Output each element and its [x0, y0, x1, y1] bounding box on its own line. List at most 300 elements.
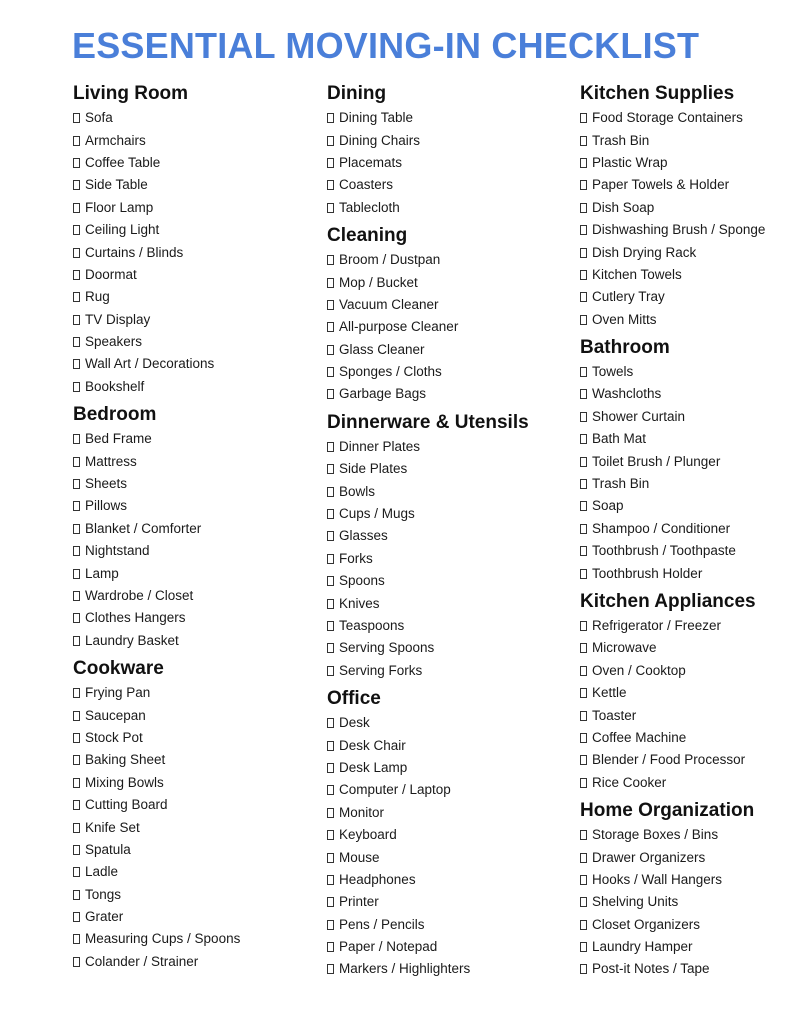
- checklist-item-label: Floor Lamp: [85, 199, 154, 215]
- checkbox-icon[interactable]: [327, 554, 334, 564]
- checklist-item-label: Shower Curtain: [592, 408, 686, 424]
- checkbox-icon[interactable]: [73, 845, 80, 855]
- checklist-item: [580, 264, 790, 286]
- checkbox-icon[interactable]: [73, 591, 80, 601]
- checkbox-icon[interactable]: [580, 136, 587, 146]
- checklist-item: [327, 271, 557, 293]
- checklist-item: [580, 914, 790, 936]
- checklist-item-label: Mattress: [85, 453, 137, 469]
- checklist-item: [73, 309, 303, 331]
- checklist-item-label: Cutlery Tray: [592, 289, 665, 305]
- section-heading: Kitchen Appliances: [580, 590, 756, 612]
- checklist-item: [327, 383, 557, 405]
- checklist-item-label: Teaspoons: [339, 618, 405, 633]
- checkbox-icon[interactable]: [580, 524, 587, 534]
- checkbox-icon[interactable]: [580, 501, 587, 511]
- checklist-item: [327, 757, 557, 779]
- checklist-item: [73, 884, 303, 906]
- checkbox-icon[interactable]: [73, 957, 80, 967]
- checkbox-icon[interactable]: [580, 778, 587, 788]
- checkbox-icon[interactable]: [580, 367, 587, 377]
- section-bedroom: [73, 403, 303, 652]
- checklist-item-label: Laundry Hamper: [592, 939, 693, 955]
- checklist-item: [73, 219, 303, 241]
- checklist-item-label: Washcloths: [592, 386, 662, 402]
- checkbox-icon[interactable]: [580, 546, 587, 556]
- checkbox-icon[interactable]: [580, 389, 587, 399]
- checklist-item: [73, 630, 303, 652]
- checklist-item-label: Rug: [85, 289, 110, 305]
- checklist-item-label: Sofa: [85, 110, 113, 126]
- checklist-item-label: Coasters: [339, 177, 394, 193]
- checklist-item: [73, 839, 303, 861]
- section-heading: Bathroom: [580, 336, 670, 358]
- checklist-item: [580, 682, 790, 704]
- checkbox-icon[interactable]: [73, 270, 80, 280]
- checklist-item-label: Colander / Strainer: [85, 953, 199, 969]
- checklist-item-label: Curtains / Blinds: [85, 244, 184, 260]
- checklist-item: [580, 197, 790, 219]
- checklist-item-label: Grater: [85, 909, 124, 925]
- checklist-item-label: Mixing Bowls: [85, 774, 164, 790]
- section-dining: [327, 82, 557, 219]
- checkbox-icon[interactable]: [580, 248, 587, 258]
- checkbox-icon[interactable]: [327, 180, 334, 190]
- checklist-item: [580, 406, 790, 428]
- checklist-item-label: Desk Chair: [339, 737, 406, 753]
- section-heading: Bedroom: [73, 404, 157, 426]
- checklist-item: [73, 772, 303, 794]
- checkbox-icon[interactable]: [580, 180, 587, 190]
- checklist-item-label: Soap: [592, 498, 624, 514]
- checkbox-icon[interactable]: [327, 509, 334, 519]
- page-title: ESSENTIAL MOVING-IN CHECKLIST: [72, 25, 700, 66]
- checklist-item-label: All-purpose Cleaner: [339, 319, 459, 335]
- checkbox-icon[interactable]: [327, 643, 334, 653]
- checklist-item-label: Tongs: [85, 886, 122, 902]
- checkbox-icon[interactable]: [580, 315, 587, 325]
- checkbox-icon[interactable]: [327, 464, 334, 474]
- checkbox-icon[interactable]: [73, 501, 80, 511]
- checkbox-icon[interactable]: [327, 808, 334, 818]
- checkbox-icon[interactable]: [73, 225, 80, 235]
- checkbox-icon[interactable]: [73, 180, 80, 190]
- checkbox-icon[interactable]: [327, 278, 334, 288]
- checklist-item-label: Nightstand: [85, 543, 150, 559]
- checklist-item: [73, 353, 303, 375]
- checklist-item: [580, 361, 790, 383]
- checkbox-icon[interactable]: [327, 389, 334, 399]
- checkbox-icon[interactable]: [327, 666, 334, 676]
- checklist-item: [73, 264, 303, 286]
- checklist-item: [73, 861, 303, 883]
- checkbox-icon[interactable]: [327, 785, 334, 795]
- checklist-item: [73, 331, 303, 353]
- checkbox-icon[interactable]: [327, 255, 334, 265]
- checklist-item: [580, 772, 790, 794]
- checklist-item-label: Glass Cleaner: [339, 341, 425, 357]
- checklist-item-label: Toothbrush / Toothpaste: [592, 543, 736, 559]
- checkbox-icon[interactable]: [327, 113, 334, 123]
- checklist-item: [327, 592, 557, 614]
- checklist-item-label: Pens / Pencils: [339, 916, 425, 932]
- checklist-item: [327, 570, 557, 592]
- checklist-item-label: Oven / Cooktop: [592, 662, 686, 678]
- checkbox-icon[interactable]: [73, 292, 80, 302]
- checklist-item: [73, 152, 303, 174]
- checkbox-icon[interactable]: [327, 576, 334, 586]
- checkbox-icon[interactable]: [73, 733, 80, 743]
- checkbox-icon[interactable]: [580, 457, 587, 467]
- checkbox-icon[interactable]: [580, 755, 587, 765]
- checkbox-icon[interactable]: [580, 920, 587, 930]
- checklist-item: [580, 891, 790, 913]
- checkbox-icon[interactable]: [580, 203, 587, 213]
- checklist-column-1: [73, 82, 303, 973]
- checklist-item-label: Mop / Bucket: [339, 274, 418, 290]
- checkbox-icon[interactable]: [327, 897, 334, 907]
- checklist-item-label: Blanket / Comforter: [85, 520, 202, 536]
- checklist-item-label: Clothes Hangers: [85, 610, 186, 626]
- checkbox-icon[interactable]: [73, 315, 80, 325]
- checkbox-icon[interactable]: [580, 711, 587, 721]
- section-kitchen-appliances: [580, 590, 790, 794]
- checklist-item-label: Baking Sheet: [85, 752, 166, 768]
- checklist-item: [327, 779, 557, 801]
- section-heading: Dining: [327, 83, 387, 104]
- checklist-item-label: Cups / Mugs: [339, 506, 415, 522]
- checklist-item-label: Toothbrush Holder: [592, 565, 703, 581]
- checkbox-icon[interactable]: [73, 890, 80, 900]
- checkbox-icon[interactable]: [73, 912, 80, 922]
- checklist-item-label: Armchairs: [85, 132, 146, 148]
- checklist-item-label: Dish Soap: [592, 199, 655, 215]
- checklist-item-label: Placemats: [339, 154, 403, 170]
- section-heading: Living Room: [73, 83, 189, 104]
- section-office: [327, 687, 557, 981]
- checklist-item-label: Coffee Machine: [592, 729, 687, 745]
- checkbox-icon[interactable]: [327, 531, 334, 541]
- section-living-room: [73, 82, 303, 398]
- checklist-item: [580, 824, 790, 846]
- checklist-item-label: Serving Spoons: [339, 640, 435, 656]
- checkbox-icon[interactable]: [580, 942, 587, 952]
- checklist-item-label: Hooks / Wall Hangers: [592, 871, 723, 887]
- checkbox-icon[interactable]: [580, 621, 587, 631]
- checklist-item-label: Blender / Food Processor: [592, 752, 746, 768]
- checklist-item-label: Food Storage Containers: [592, 110, 743, 126]
- checkbox-icon[interactable]: [580, 964, 587, 974]
- checkbox-icon[interactable]: [73, 524, 80, 534]
- checkbox-icon[interactable]: [73, 800, 80, 810]
- checklist-item: [73, 540, 303, 562]
- section-heading: Kitchen Supplies: [580, 83, 735, 104]
- checklist-item-label: Bath Mat: [592, 431, 647, 447]
- checkbox-icon[interactable]: [580, 412, 587, 422]
- checklist-item: [327, 869, 557, 891]
- checklist-column-2: [327, 82, 557, 981]
- checklist-item-label: Headphones: [339, 871, 416, 887]
- checklist-item: [580, 615, 790, 637]
- checkbox-icon[interactable]: [580, 733, 587, 743]
- checklist-item: [73, 562, 303, 584]
- checkbox-icon[interactable]: [580, 643, 587, 653]
- checklist-item-label: Wall Art / Decorations: [85, 356, 215, 372]
- section-heading: Home Organization: [580, 799, 755, 821]
- checkbox-icon[interactable]: [327, 442, 334, 452]
- checklist-item: [73, 928, 303, 950]
- checklist-item: [327, 958, 557, 980]
- checklist-item-label: Toaster: [592, 707, 637, 723]
- checkbox-icon[interactable]: [580, 225, 587, 235]
- checklist-item-label: Dish Drying Rack: [592, 244, 697, 260]
- checklist-item-label: Kitchen Towels: [592, 266, 682, 282]
- section-cookware: [73, 657, 303, 973]
- checklist-item: [580, 129, 790, 151]
- checklist-item-label: Garbage Bags: [339, 386, 427, 402]
- checklist-item: [73, 585, 303, 607]
- checklist-item: [73, 450, 303, 472]
- checklist-item: [327, 436, 557, 458]
- section-home-organization: [580, 799, 790, 981]
- checklist-item: [580, 495, 790, 517]
- checklist-item: [580, 637, 790, 659]
- checklist-item: [580, 518, 790, 540]
- checklist-item: [327, 914, 557, 936]
- checklist-item: [580, 241, 790, 263]
- checklist-item-label: Wardrobe / Closet: [85, 588, 194, 603]
- checkbox-icon[interactable]: [73, 434, 80, 444]
- checkbox-icon[interactable]: [580, 292, 587, 302]
- checklist-item: [73, 518, 303, 540]
- checkbox-icon[interactable]: [327, 830, 334, 840]
- checkbox-icon[interactable]: [73, 248, 80, 258]
- checklist-column-3: [580, 82, 790, 981]
- checklist-item: [580, 383, 790, 405]
- checklist-item-label: Dinner Plates: [339, 438, 421, 454]
- section-bathroom: [580, 336, 790, 585]
- checkbox-icon[interactable]: [327, 203, 334, 213]
- checkbox-icon[interactable]: [327, 367, 334, 377]
- checklist-item-label: Oven Mitts: [592, 311, 657, 327]
- checkbox-icon[interactable]: [73, 382, 80, 392]
- checkbox-icon[interactable]: [327, 718, 334, 728]
- checkbox-icon[interactable]: [327, 599, 334, 609]
- checklist-item: [580, 660, 790, 682]
- checkbox-icon[interactable]: [73, 337, 80, 347]
- checklist-item: [73, 197, 303, 219]
- checkbox-icon[interactable]: [73, 569, 80, 579]
- checklist-item: [327, 107, 557, 129]
- checklist-item: [73, 286, 303, 308]
- checklist-item-label: Trash Bin: [592, 132, 650, 148]
- checklist-item: [73, 682, 303, 704]
- checkbox-icon[interactable]: [327, 920, 334, 930]
- checklist-item-label: Stock Pot: [85, 729, 143, 745]
- checkbox-icon[interactable]: [73, 867, 80, 877]
- checklist-item-label: Lamp: [85, 565, 119, 581]
- checklist-item: [327, 525, 557, 547]
- checkbox-icon[interactable]: [73, 755, 80, 765]
- checklist-item: [327, 197, 557, 219]
- checklist-item: [580, 727, 790, 749]
- checkbox-icon[interactable]: [73, 613, 80, 623]
- checkbox-icon[interactable]: [327, 741, 334, 751]
- section-cleaning: [327, 224, 557, 406]
- checklist-item: [73, 794, 303, 816]
- checklist-item-label: Vacuum Cleaner: [339, 296, 439, 312]
- checklist-item: [580, 107, 790, 129]
- checklist-item-label: Saucepan: [85, 707, 146, 723]
- checklist-item: [580, 174, 790, 196]
- checklist-item: [73, 174, 303, 196]
- checkbox-icon[interactable]: [580, 875, 587, 885]
- checkbox-icon[interactable]: [580, 853, 587, 863]
- checklist-item: [327, 174, 557, 196]
- checklist-item: [73, 376, 303, 398]
- checkbox-icon[interactable]: [580, 113, 587, 123]
- checklist-item-label: TV Display: [85, 311, 151, 327]
- checklist-item: [73, 749, 303, 771]
- checklist-item-label: Knives: [339, 595, 380, 611]
- checklist-item: [327, 548, 557, 570]
- checklist-item-label: Sheets: [85, 476, 128, 492]
- checklist-item: [327, 152, 557, 174]
- checkbox-icon[interactable]: [73, 711, 80, 721]
- checklist-item-label: Desk Lamp: [339, 759, 408, 775]
- checklist-item-label: Serving Forks: [339, 662, 423, 678]
- checklist-item-label: Coffee Table: [85, 154, 161, 170]
- checkbox-icon[interactable]: [73, 934, 80, 944]
- checklist-item-label: Mouse: [339, 849, 380, 865]
- checklist-item: [73, 816, 303, 838]
- checkbox-icon[interactable]: [73, 479, 80, 489]
- checkbox-icon[interactable]: [580, 479, 587, 489]
- checklist-item: [327, 480, 557, 502]
- section-kitchen-supplies: [580, 82, 790, 331]
- checkbox-icon[interactable]: [580, 830, 587, 840]
- checklist-item: [327, 361, 557, 383]
- checklist-item: [327, 503, 557, 525]
- checkbox-icon[interactable]: [327, 300, 334, 310]
- checkbox-icon[interactable]: [327, 322, 334, 332]
- checkbox-icon[interactable]: [73, 457, 80, 467]
- checklist-item: [73, 727, 303, 749]
- checklist-item: [73, 241, 303, 263]
- checklist-item-label: Shampoo / Conditioner: [592, 520, 731, 536]
- checklist-item: [327, 615, 557, 637]
- checklist-item: [73, 428, 303, 450]
- checklist-item-label: Ceiling Light: [85, 222, 160, 238]
- checklist-item-label: Speakers: [85, 334, 143, 350]
- checklist-item: [580, 846, 790, 868]
- checklist-item-label: Broom / Dustpan: [339, 252, 441, 268]
- checkbox-icon[interactable]: [580, 434, 587, 444]
- checkbox-icon[interactable]: [327, 942, 334, 952]
- checklist-item-label: Bed Frame: [85, 431, 152, 447]
- checkbox-icon[interactable]: [580, 270, 587, 280]
- checklist-item: [73, 495, 303, 517]
- checkbox-icon[interactable]: [580, 158, 587, 168]
- checklist-item: [580, 749, 790, 771]
- checkbox-icon[interactable]: [73, 359, 80, 369]
- checkbox-icon[interactable]: [327, 875, 334, 885]
- checkbox-icon[interactable]: [73, 823, 80, 833]
- checklist-item-label: Cutting Board: [85, 797, 168, 813]
- checklist-item: [73, 906, 303, 928]
- section-dinnerware-and-utensils: [327, 411, 557, 682]
- checklist-item: [580, 540, 790, 562]
- checkbox-icon[interactable]: [327, 345, 334, 355]
- checklist-item: [327, 936, 557, 958]
- checklist-item-label: Forks: [339, 550, 373, 566]
- checklist-item: [580, 450, 790, 472]
- checklist-item-label: Microwave: [592, 640, 657, 656]
- checklist-item: [73, 473, 303, 495]
- checkbox-icon[interactable]: [73, 688, 80, 698]
- checkbox-icon[interactable]: [580, 688, 587, 698]
- checklist-item-label: Kettle: [592, 685, 627, 701]
- checklist-item-label: Sponges / Cloths: [339, 364, 442, 380]
- checkbox-icon[interactable]: [327, 158, 334, 168]
- checklist-item: [580, 219, 790, 241]
- checklist-item: [580, 562, 790, 584]
- checkbox-icon[interactable]: [73, 158, 80, 168]
- checklist-item-label: Rice Cooker: [592, 774, 667, 790]
- checklist-item-label: Post-it Notes / Tape: [592, 961, 710, 977]
- checkbox-icon[interactable]: [73, 136, 80, 146]
- checklist-item-label: Computer / Laptop: [339, 782, 451, 798]
- checkbox-icon[interactable]: [327, 763, 334, 773]
- checklist-item-label: Storage Boxes / Bins: [592, 827, 719, 843]
- checklist-item: [327, 249, 557, 271]
- checklist-item: [580, 309, 790, 331]
- checkbox-icon[interactable]: [73, 636, 80, 646]
- checklist-item-label: Plastic Wrap: [592, 154, 668, 170]
- checklist-item: [327, 824, 557, 846]
- checkbox-icon[interactable]: [327, 621, 334, 631]
- checkbox-icon[interactable]: [73, 113, 80, 123]
- checklist-item-label: Desk: [339, 715, 370, 731]
- checklist-item-label: Paper / Notepad: [339, 939, 438, 955]
- checklist-item-label: Side Table: [85, 177, 148, 193]
- checkbox-icon[interactable]: [73, 203, 80, 213]
- checkbox-icon[interactable]: [580, 897, 587, 907]
- checkbox-icon[interactable]: [327, 964, 334, 974]
- checklist-item: [73, 129, 303, 151]
- checklist-item: [580, 936, 790, 958]
- checklist-item: [327, 660, 557, 682]
- checklist-item: [327, 129, 557, 151]
- checkbox-icon[interactable]: [327, 487, 334, 497]
- checklist-item-label: Doormat: [85, 266, 137, 282]
- checklist-item-label: Measuring Cups / Spoons: [85, 931, 241, 947]
- checkbox-icon[interactable]: [580, 569, 587, 579]
- checkbox-icon[interactable]: [580, 666, 587, 676]
- checklist-item-label: Dining Chairs: [339, 132, 421, 148]
- checklist-item-label: Spoons: [339, 573, 385, 589]
- checkbox-icon[interactable]: [327, 136, 334, 146]
- checklist-item: [73, 607, 303, 629]
- checklist-item-label: Toilet Brush / Plunger: [592, 453, 721, 469]
- checklist-item: [327, 458, 557, 480]
- checklist-item: [580, 704, 790, 726]
- checkbox-icon[interactable]: [327, 853, 334, 863]
- checklist-item: [327, 891, 557, 913]
- checkbox-icon[interactable]: [73, 778, 80, 788]
- checkbox-icon[interactable]: [73, 546, 80, 556]
- checklist-item-label: Spatula: [85, 841, 131, 857]
